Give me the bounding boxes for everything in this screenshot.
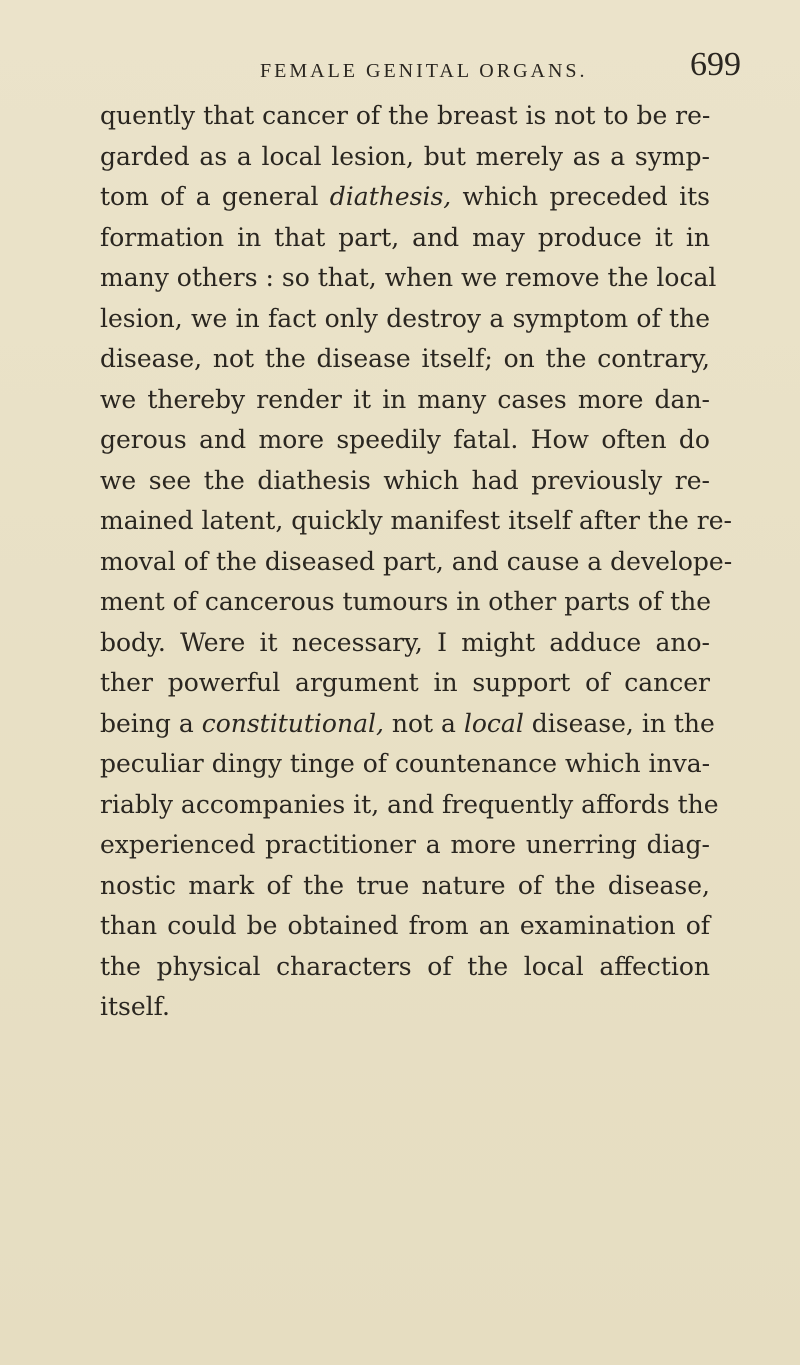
text-line: itself.	[100, 992, 170, 1021]
text-line: many others : so that, when we remove the local	[100, 263, 717, 292]
text-line: ment of cancerous tumours in other parts of the	[100, 587, 712, 616]
text-line: tom of a general diathesis, which preceded its	[100, 182, 710, 211]
text-line: quently that cancer of the breast is not to be re-	[100, 101, 711, 130]
text-line: ther powerful argument in support of cancer	[100, 668, 710, 697]
text-line: riably accompanies it, and frequently affords the	[100, 789, 719, 819]
body-paragraph	[100, 96, 733, 1028]
running-head: FEMALE GENITAL ORGANS.	[260, 60, 588, 82]
italic-term: constitutional,	[201, 708, 384, 738]
text-line: gerous and more speedily fatal. How often do	[100, 425, 710, 454]
text-line: disease, not the disease itself; on the contrary,	[100, 344, 710, 373]
italic-term: local	[463, 708, 524, 738]
page-number: 699	[690, 46, 741, 83]
text-line: moval of the diseased part, and cause a develope-	[100, 546, 733, 576]
text-line: being a constitutional, not a local disease, in the	[100, 708, 715, 738]
text-line: peculiar dingy tinge of countenance which inva-	[100, 749, 711, 778]
text-line: mained latent, quickly manifest itself after the re-	[100, 506, 732, 535]
text-line: experienced practitioner a more unerring diag-	[100, 830, 710, 859]
text-line: the physical characters of the local affection	[100, 951, 710, 981]
text-line: nostic mark of the true nature of the disease,	[100, 870, 710, 900]
text-line: we see the diathesis which had previously re-	[100, 465, 710, 495]
text-line: than could be obtained from an examination of	[100, 911, 710, 940]
italic-term: diathesis,	[329, 182, 452, 211]
text-line: garded as a local lesion, but merely as a symp-	[100, 141, 710, 171]
text-line: body. Were it necessary, I might adduce ano-	[100, 627, 710, 657]
text-line: formation in that part, and may produce it in	[100, 222, 710, 252]
text-line: we thereby render it in many cases more dan-	[100, 384, 710, 414]
text-line: lesion, we in fact only destroy a symptom of the	[100, 303, 710, 333]
